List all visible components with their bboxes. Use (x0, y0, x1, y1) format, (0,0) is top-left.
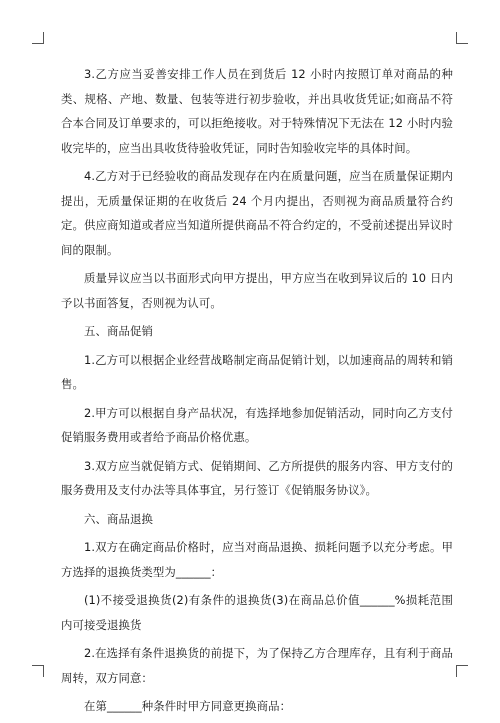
crop-mark-top-left (32, 32, 44, 44)
section-heading-promotion: 五、商品促销 (84, 324, 153, 338)
crop-mark-top-right (456, 32, 468, 44)
page-body (61, 62, 453, 723)
clause-return-options: (1)不接受退换货(2)有条件的退换货(3)在商品总价值______%损耗范围内可接受退换货 (61, 593, 453, 632)
clause-acceptance: 3.乙方应当妥善安排工作人员在到货后 12 小时内按照订单对商品的种类、规格、产地、数量、包装等进行初步验收，并出具收货凭证;如商品不符合本合同及订单要求的，可以拒绝接收。对于特殊情况下无法在 12 小时内验收完毕的，应当出具收货待验收凭证，同时告知验收完毕的具体时间。 (61, 67, 453, 155)
clause-promotion-plan: 1.乙方可以根据企业经营战略制定商品促销计划，以加速商品的周转和销售。 (61, 352, 453, 391)
clause-promotion-participation: 2.甲方可以根据自身产品状况，有选择地参加促销活动，同时向乙方支付促销服务费用或者给予商品价格优惠。 (61, 405, 453, 444)
clause-return-type: 1.双方在确定商品价格时，应当对商品退换、损耗问题予以充分考虑。甲方选择的退换货类型为______： (61, 540, 453, 579)
clause-quality-objection: 质量异议应当以书面形式向甲方提出，甲方应当在收到异议后的 10 日内予以书面答复，否则视为认可。 (61, 271, 453, 310)
section-heading-returns: 六、商品退换 (84, 511, 153, 526)
crop-mark-bottom-left (32, 665, 44, 677)
clause-quality-issue: 4.乙方对于已经验收的商品发现存在内在质量问题，应当在质量保证期内提出，无质量保证期的在收货后 24 个月内提出，否则视为商品质量符合约定。供应商知道或者应当知道所提供商品不符合约定的，不受前述提出异议时间的限制。 (61, 169, 453, 257)
clause-promotion-agreement: 3.双方应当就促销方式、促销期间、乙方所提供的服务内容、甲方支付的服务费用及支付办法等具体事宜，另行签订《促销服务协议》。 (61, 458, 453, 497)
clause-exchange-condition: 在第______种条件时甲方同意更换商品： (84, 699, 292, 713)
crop-mark-bottom-right (456, 665, 468, 677)
clause-conditional-returns: 2.在选择有条件退换货的前提下，为了保持乙方合理库存，且有利于商品周转，双方同意： (61, 646, 453, 685)
